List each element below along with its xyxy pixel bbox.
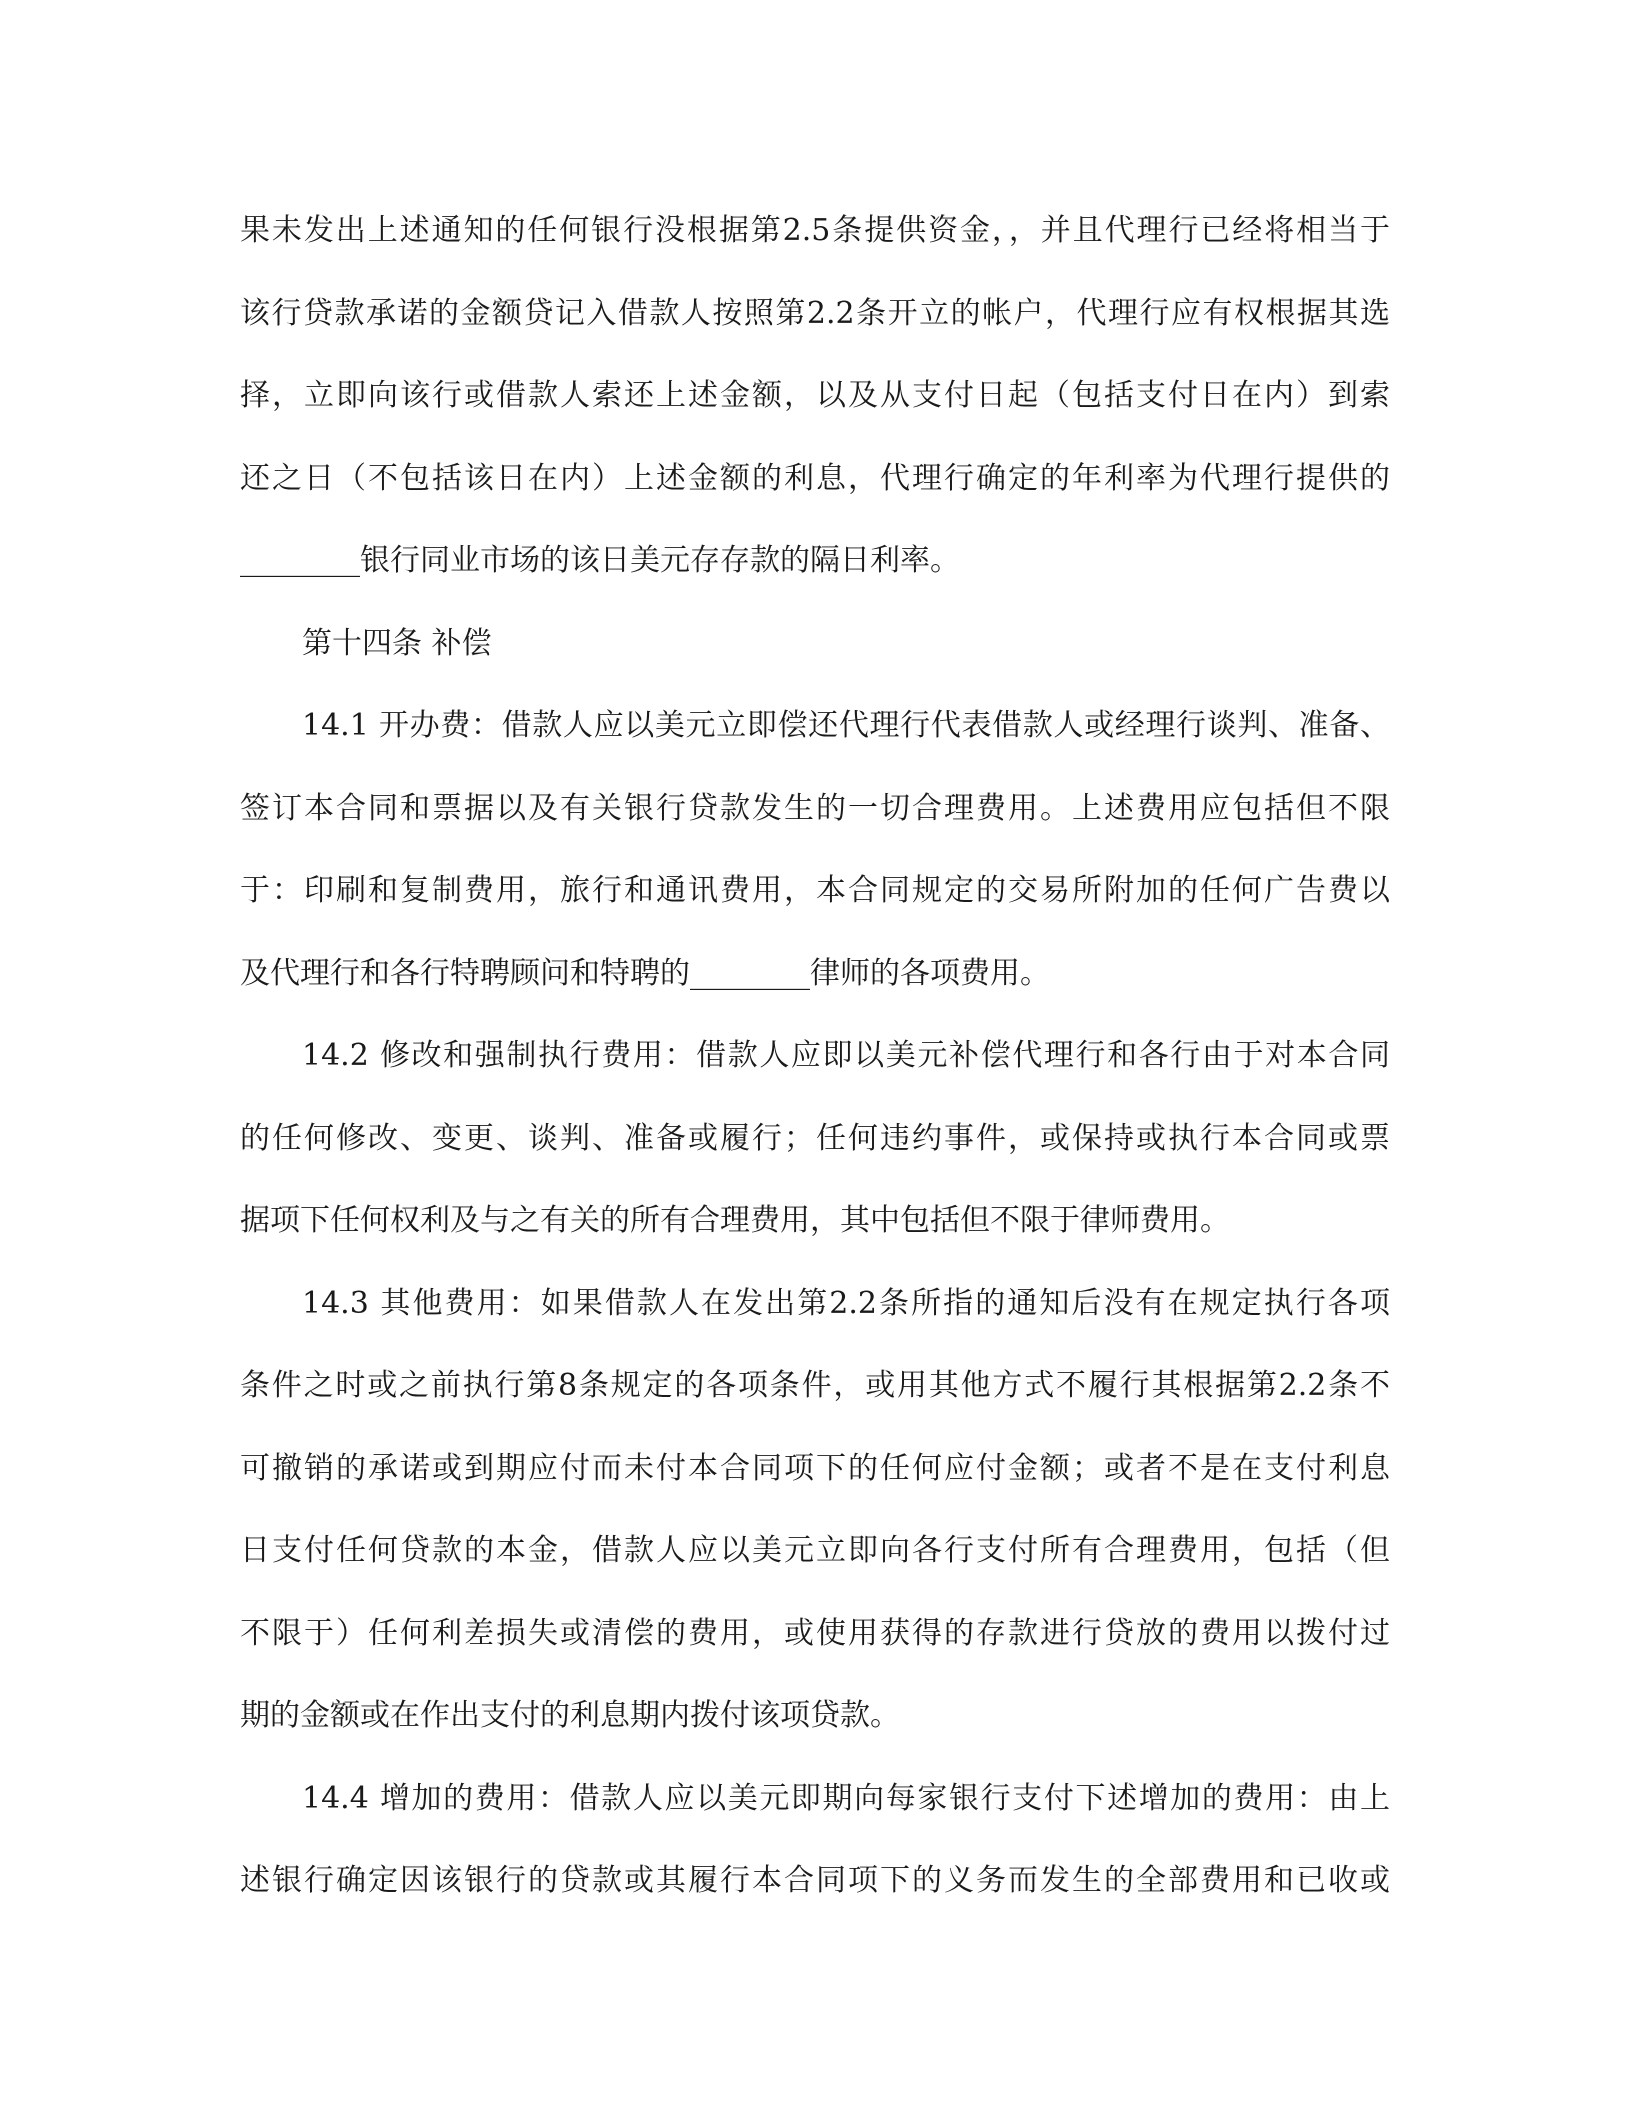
text-line: 第十四条 补偿 <box>302 625 492 661</box>
text-line: 14.1 开办费：借款人应以美元立即偿还代理行代表借款人或经理行谈判、准备、 <box>302 708 1390 743</box>
document-body <box>240 190 1390 1923</box>
text-line: 据项下任何权利及与之有关的所有合理费用，其中包括但不限于律师费用。 <box>240 1203 1230 1238</box>
text-line: 签订本合同和票据以及有关银行贷款发生的一切合理费用。上述费用应包括但不限 <box>240 790 1390 826</box>
text-line: 期的金额或在作出支付的利息期内拨付该项贷款。 <box>240 1698 900 1733</box>
text-line: 14.4 增加的费用：借款人应以美元即期向每家银行支付下述增加的费用：由上 <box>302 1780 1390 1816</box>
text-line: 于：印刷和复制费用，旅行和通讯费用，本合同规定的交易所附加的任何广告费以 <box>240 873 1390 908</box>
text-line: 不限于）任何利差损失或清偿的费用，或使用获得的存款进行贷放的费用以拨付过 <box>240 1615 1390 1651</box>
text-line: 还之日（不包括该日在内）上述金额的利息，代理行确定的年利率为代理行提供的 <box>240 460 1390 496</box>
text-line: 该行贷款承诺的金额贷记入借款人按照第2.2条开立的帐户，代理行应有权根据其选 <box>240 295 1390 331</box>
text-line: 日支付任何贷款的本金，借款人应以美元立即向各行支付所有合理费用，包括（但 <box>240 1533 1390 1568</box>
text-line: 择，立即向该行或借款人索还上述金额，以及从支付日起（包括支付日在内）到索 <box>240 378 1390 413</box>
text-line: 14.3 其他费用：如果借款人在发出第2.2条所指的通知后没有在规定执行各项 <box>302 1285 1390 1321</box>
text-line: 的任何修改、变更、谈判、准备或履行；任何违约事件，或保持或执行本合同或票 <box>240 1120 1390 1156</box>
text-line: 及代理行和各行特聘顾问和特聘的________律师的各项费用。 <box>240 955 1050 991</box>
text-line: 可撤销的承诺或到期应付而未付本合同项下的任何应付金额；或者不是在支付利息 <box>240 1450 1390 1486</box>
text-line: 述银行确定因该银行的贷款或其履行本合同项下的义务而发生的全部费用和已收或 <box>240 1863 1390 1898</box>
text-line: ________银行同业市场的该日美元存存款的隔日利率。 <box>240 543 960 578</box>
text-line: 14.2 修改和强制执行费用：借款人应即以美元补偿代理行和各行由于对本合同 <box>302 1038 1390 1073</box>
text-line: 条件之时或之前执行第8条规定的各项条件，或用其他方式不履行其根据第2.2条不 <box>240 1368 1390 1403</box>
text-line: 果未发出上述通知的任何银行没根据第2.5条提供资金，，并且代理行已经将相当于 <box>240 213 1390 248</box>
